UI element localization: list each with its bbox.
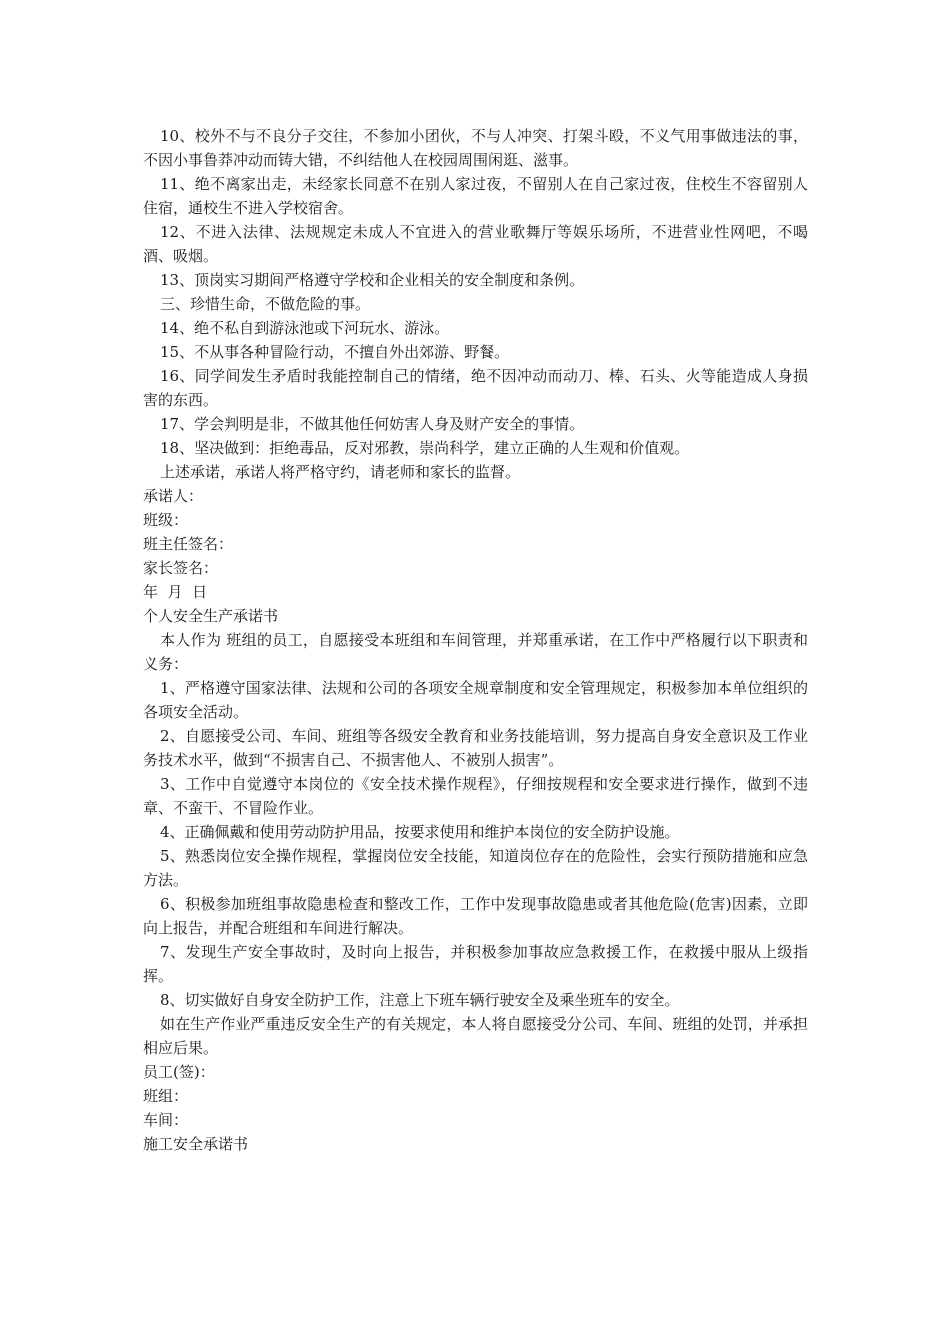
doc2-closing: 如在生产作业严重违反安全生产的有关规定，本人将自愿接受分公司、车间、班组的处罚，并承担相应后果。 [143,1015,808,1057]
pledge-item-12: 12、不进入法律、法规规定未成人不宜进入的营业歌舞厅等娱乐场所，不进营业性网吧，不喝酒、吸烟。 [143,223,808,265]
employee-signature-label: 员工(签)： [143,1063,215,1081]
doc2-intro: 本人作为 班组的员工，自愿接受本班组和车间管理，并郑重承诺，在工作中严格履行以下职责和义务： [143,631,808,673]
workshop-label: 车间： [143,1111,189,1129]
pledge-item-15: 15、不从事各种冒险行动，不擅自外出郊游、野餐。 [160,343,510,361]
team-label: 班组： [143,1087,189,1105]
doc2-item-5: 5、熟悉岗位安全操作规程，掌握岗位安全技能，知道岗位存在的危险性，会实行预防措施和应急方法。 [143,847,808,889]
pledge-closing: 上述承诺，承诺人将严格守约，请老师和家长的监督。 [160,463,521,481]
section-heading-3: 三、珍惜生命，不做危险的事。 [160,295,371,313]
pledge-item-16: 16、同学间发生矛盾时我能控制自己的情绪，绝不因冲动而动刀、棒、石头、火等能造成人身损害的东西。 [143,367,808,409]
doc2-item-6: 6、积极参加班组事故隐患检查和整改工作，工作中发现事故隐患或者其他危险(危害)因素，立即向上报告，并配合班组和车间进行解决。 [143,895,808,937]
date-label: 年 月 日 [143,583,208,601]
pledge-item-18: 18、坚决做到：拒绝毒品，反对邪教，崇尚科学，建立正确的人生观和价值观。 [160,439,690,457]
pledge-item-13: 13、顶岗实习期间严格遵守学校和企业相关的安全制度和条例。 [160,271,585,289]
doc2-item-7: 7、发现生产安全事故时，及时向上报告，并积极参加事故应急救援工作，在救援中服从上级指挥。 [143,943,808,985]
pledge-item-17: 17、学会判明是非，不做其他任何妨害人身及财产安全的事情。 [160,415,585,433]
pledge-item-10: 10、校外不与不良分子交往，不参加小团伙，不与人冲突、打架斗殴，不义气用事做违法的事，不因小事鲁莽冲动而铸大错，不纠结他人在校园周围闲逛、滋事。 [143,127,808,169]
doc2-item-4: 4、正确佩戴和使用劳动防护用品，按要求使用和维护本岗位的安全防护设施。 [160,823,680,841]
doc2-item-2: 2、自愿接受公司、车间、班组等各级安全教育和业务技能培训，努力提高自身安全意识及工作业务技术水平，做到“不损害自己、不损害他人、不被别人损害”。 [143,727,808,769]
parent-signature-label: 家长签名： [143,559,219,577]
teacher-signature-label: 班主任签名： [143,535,234,553]
doc2-title: 个人安全生产承诺书 [143,607,279,625]
pledge-item-11: 11、绝不离家出走，未经家长同意不在别人家过夜，不留别人在自己家过夜，住校生不容留别人住宿，通校生不进入学校宿舍。 [143,175,808,217]
class-label: 班级： [143,511,189,529]
doc3-title: 施工安全承诺书 [143,1135,249,1153]
doc2-item-1: 1、严格遵守国家法律、法规和公司的各项安全规章制度和安全管理规定，积极参加本单位组织的各项安全活动。 [143,679,808,721]
pledger-label: 承诺人： [143,487,204,505]
doc2-item-3: 3、工作中自觉遵守本岗位的《安全技术操作规程》，仔细按规程和安全要求进行操作，做到不违章、不蛮干、不冒险作业。 [143,775,808,817]
pledge-item-14: 14、绝不私自到游泳池或下河玩水、游泳。 [160,319,450,337]
document-page [143,124,808,1156]
doc2-item-8: 8、切实做好自身安全防护工作，注意上下班车辆行驶安全及乘坐班车的安全。 [160,991,680,1009]
